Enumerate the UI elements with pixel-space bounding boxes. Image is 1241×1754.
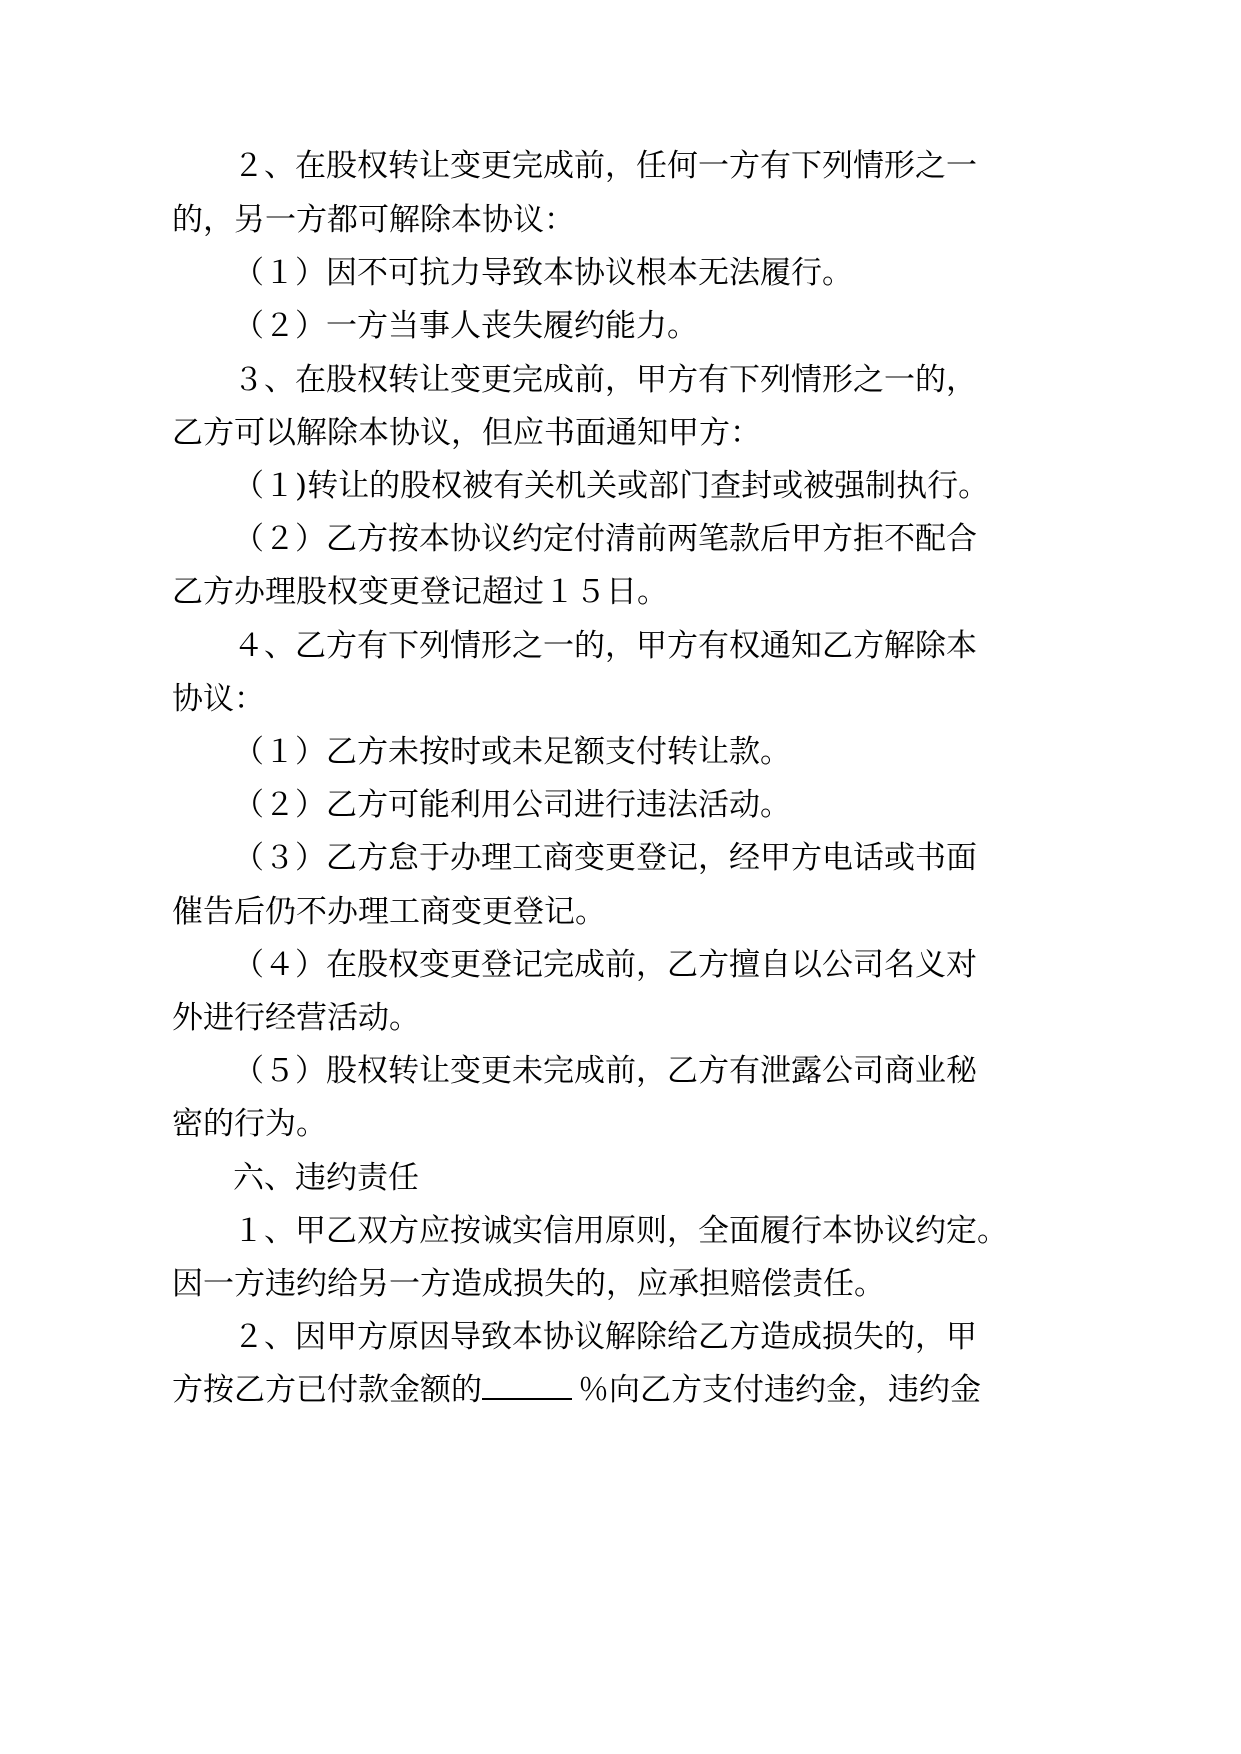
paragraph-line: 因一方违约给另一方造成损失的，应承担赔偿责任。: [172, 1266, 885, 1302]
paragraph-line: 外进行经营活动。: [172, 1000, 420, 1036]
paragraph-line: 协议：: [172, 681, 265, 717]
paragraph-line: （４）在股权变更登记完成前，乙方擅自以公司名义对: [233, 947, 977, 983]
paragraph-line: （１）乙方未按时或未足额支付转让款。: [233, 734, 791, 770]
paragraph-line: １、甲乙双方应按诚实信用原则，全面履行本协议约定。: [233, 1213, 1008, 1249]
paragraph-line: 催告后仍不办理工商变更登记。: [172, 894, 606, 930]
paragraph-line: 乙方办理股权变更登记超过１５日。: [172, 574, 668, 610]
blank-prefix-text: 方按乙方已付款金额的: [172, 1372, 482, 1408]
paragraph-line: （２）一方当事人丧失履约能力。: [233, 308, 698, 344]
paragraph-line: （２）乙方按本协议约定付清前两笔款后甲方拒不配合: [233, 521, 977, 557]
paragraph-line: 的，另一方都可解除本协议：: [172, 202, 575, 238]
paragraph-line-with-blank: [172, 1370, 981, 1410]
blank-suffix-text: ％向乙方支付违约金，违约金: [578, 1372, 981, 1408]
paragraph-line: ４、乙方有下列情形之一的，甲方有权通知乙方解除本: [233, 628, 977, 664]
paragraph-line: （１）因不可抗力导致本协议根本无法履行。: [233, 255, 853, 291]
paragraph-line: （５）股权转让变更未完成前，乙方有泄露公司商业秘: [233, 1053, 977, 1089]
paragraph-line: 乙方可以解除本协议，但应书面通知甲方：: [172, 415, 761, 451]
paragraph-line: （３）乙方怠于办理工商变更登记，经甲方电话或书面: [233, 840, 977, 876]
paragraph-line: （２）乙方可能利用公司进行违法活动。: [233, 787, 791, 823]
paragraph-line: 密的行为。: [172, 1106, 327, 1142]
paragraph-line: ３、在股权转让变更完成前，甲方有下列情形之一的，: [233, 362, 977, 398]
fill-in-blank: [482, 1370, 572, 1400]
paragraph-line: ２、因甲方原因导致本协议解除给乙方造成损失的，甲: [233, 1319, 977, 1355]
paragraph-line: ２、在股权转让变更完成前，任何一方有下列情形之一: [233, 148, 977, 184]
paragraph-line: （１)转让的股权被有关机关或部门查封或被强制执行。: [233, 468, 990, 504]
section-heading: 六、违约责任: [233, 1160, 419, 1196]
